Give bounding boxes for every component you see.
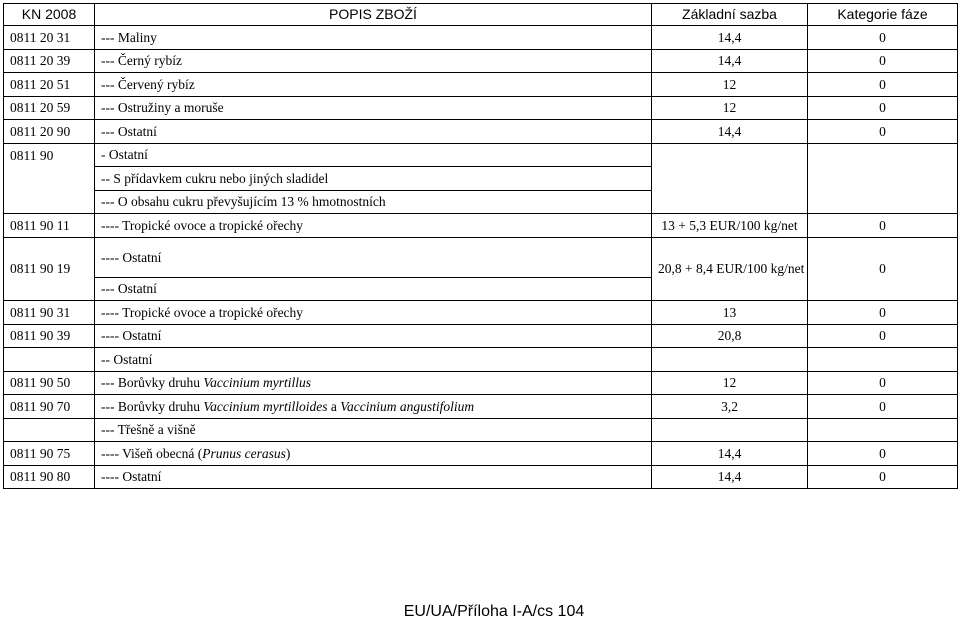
- row-category: 0: [808, 120, 958, 144]
- table-row: [4, 395, 958, 419]
- row-rate: 12: [652, 73, 808, 97]
- header-category: Kategorie fáze: [808, 4, 958, 26]
- row-code: 0811 90 70: [4, 395, 95, 419]
- row-rate: 14,4: [652, 26, 808, 50]
- row-rate: 13 + 5,3 EUR/100 kg/net: [652, 214, 808, 238]
- table-row: [4, 324, 958, 348]
- row-code: 0811 20 90: [4, 120, 95, 144]
- row-description: [95, 442, 652, 466]
- row-description: [95, 371, 652, 395]
- row-description: ---- Tropické ovoce a tropické ořechy: [95, 301, 652, 325]
- row-rate: 12: [652, 96, 808, 120]
- table-row: [4, 301, 958, 325]
- row-code: [4, 348, 95, 372]
- desc-prefix: ---- Višeň obecná (: [101, 445, 203, 461]
- row-code: 0811 20 51: [4, 73, 95, 97]
- row-code: 0811 90 75: [4, 442, 95, 466]
- row-description: -- S přídavkem cukru nebo jiných sladidel: [95, 167, 652, 191]
- row-code: 0811 90 11: [4, 214, 95, 238]
- table-row: [4, 143, 958, 167]
- row-description: [95, 395, 652, 419]
- row-category: 0: [808, 371, 958, 395]
- row-description: -- Ostatní: [95, 348, 652, 372]
- row-rate: 14,4: [652, 120, 808, 144]
- row-code: 0811 20 39: [4, 49, 95, 73]
- row-rate: 12: [652, 371, 808, 395]
- row-category: 0: [808, 26, 958, 50]
- row-description: --- O obsahu cukru převyšujícím 13 % hmotnostních: [95, 190, 652, 214]
- row-rate: [652, 418, 808, 442]
- desc-prefix: --- Borůvky druhu: [101, 398, 204, 414]
- row-category: [808, 418, 958, 442]
- table-row: [4, 26, 958, 50]
- desc-species: Prunus cerasus: [202, 445, 286, 461]
- table-row: [4, 465, 958, 489]
- row-rate: 20,8 + 8,4 EUR/100 kg/net: [652, 237, 808, 301]
- row-category: [808, 143, 958, 214]
- row-code: 0811 90 39: [4, 324, 95, 348]
- row-code: 0811 90 31: [4, 301, 95, 325]
- row-category: 0: [808, 49, 958, 73]
- row-category: 0: [808, 73, 958, 97]
- row-code: 0811 90: [4, 143, 95, 214]
- table-header-row: [4, 4, 958, 26]
- table-row: [4, 237, 958, 277]
- table-row: [4, 96, 958, 120]
- row-code: 0811 90 19: [4, 237, 95, 301]
- row-code: 0811 90 50: [4, 371, 95, 395]
- row-rate: 14,4: [652, 465, 808, 489]
- row-description: ---- Ostatní: [95, 237, 652, 277]
- table-row: [4, 73, 958, 97]
- row-code: 0811 20 59: [4, 96, 95, 120]
- table-row: [4, 49, 958, 73]
- desc-prefix: --- Borůvky druhu: [101, 375, 204, 391]
- desc-species-2: Vaccinium angustifolium: [340, 398, 475, 414]
- row-description: --- Třešně a višně: [95, 418, 652, 442]
- row-description: --- Maliny: [95, 26, 652, 50]
- tariff-table: [3, 3, 958, 489]
- row-category: 0: [808, 214, 958, 238]
- header-code: KN 2008: [4, 4, 95, 26]
- row-category: 0: [808, 301, 958, 325]
- row-description: --- Ostatní: [95, 120, 652, 144]
- table-row: [4, 371, 958, 395]
- row-description: --- Červený rybíz: [95, 73, 652, 97]
- header-description: POPIS ZBOŽÍ: [95, 4, 652, 26]
- row-description: ---- Tropické ovoce a tropické ořechy: [95, 214, 652, 238]
- desc-species: Vaccinium myrtillus: [203, 375, 311, 391]
- table-row: [4, 348, 958, 372]
- row-category: 0: [808, 96, 958, 120]
- row-description: --- Ostatní: [95, 277, 652, 301]
- table-row: [4, 418, 958, 442]
- row-rate: 20,8: [652, 324, 808, 348]
- row-rate: [652, 143, 808, 214]
- table-row: [4, 214, 958, 238]
- row-description: ---- Ostatní: [95, 465, 652, 489]
- row-description: - Ostatní: [95, 143, 652, 167]
- table-row: [4, 120, 958, 144]
- header-rate: Základní sazba: [652, 4, 808, 26]
- row-description: --- Černý rybíz: [95, 49, 652, 73]
- row-rate: 13: [652, 301, 808, 325]
- row-category: [808, 348, 958, 372]
- row-category: 0: [808, 395, 958, 419]
- row-category: 0: [808, 324, 958, 348]
- desc-mid: a: [327, 398, 341, 414]
- row-rate: 14,4: [652, 442, 808, 466]
- desc-species: Vaccinium myrtilloides: [203, 398, 328, 414]
- row-description: ---- Ostatní: [95, 324, 652, 348]
- table-row: [4, 442, 958, 466]
- row-category: 0: [808, 465, 958, 489]
- row-category: 0: [808, 237, 958, 301]
- row-category: 0: [808, 442, 958, 466]
- page-footer: EU/UA/Příloha I-A/cs 104: [403, 603, 585, 620]
- row-rate: 14,4: [652, 49, 808, 73]
- row-code: [4, 418, 95, 442]
- row-code: 0811 20 31: [4, 26, 95, 50]
- row-description: --- Ostružiny a moruše: [95, 96, 652, 120]
- row-rate: 3,2: [652, 395, 808, 419]
- row-rate: [652, 348, 808, 372]
- row-code: 0811 90 80: [4, 465, 95, 489]
- desc-suffix: ): [285, 445, 291, 461]
